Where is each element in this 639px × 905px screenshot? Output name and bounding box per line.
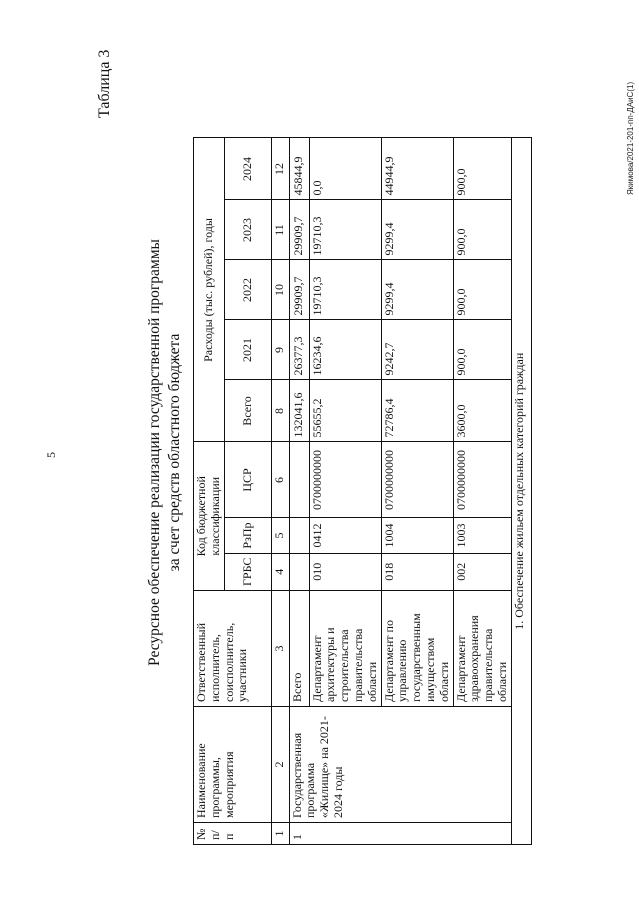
table-title-line-2: за счет средств областного бюджета bbox=[166, 333, 183, 572]
section-title: 1. Обеспечение жильем отдельных категорий граждан bbox=[511, 138, 531, 845]
document-id: Якимова/2021-201-пп-ДАиС(1) bbox=[626, 81, 635, 195]
row-rzpr: 1004 bbox=[381, 518, 453, 553]
col-number: 3 bbox=[271, 591, 289, 707]
header-2022: 2022 bbox=[224, 260, 271, 320]
header-csr: ЦСР bbox=[224, 442, 271, 518]
row-csr: 0700000000 bbox=[309, 442, 381, 518]
header-2024: 2024 bbox=[224, 138, 271, 200]
row-2023: 29909,7 bbox=[289, 200, 309, 260]
row-2024: 0,0 bbox=[309, 138, 381, 200]
col-number: 12 bbox=[271, 138, 289, 200]
row-2022: 9299,4 bbox=[381, 260, 453, 320]
column-number-row bbox=[271, 138, 289, 845]
program-name: Государственная программа «Жилище» на 2021-2024 годы bbox=[289, 707, 511, 823]
row-responsible: Всего bbox=[289, 591, 309, 707]
row-grbs bbox=[289, 553, 309, 590]
row-responsible: Департамент здравоохранения правительства области bbox=[453, 591, 511, 707]
row-rzpr bbox=[289, 518, 309, 553]
row-2021: 9242,7 bbox=[381, 320, 453, 380]
col-number: 6 bbox=[271, 442, 289, 518]
row-2022: 900,0 bbox=[453, 260, 511, 320]
col-number: 9 bbox=[271, 320, 289, 380]
row-2024: 900,0 bbox=[453, 138, 511, 200]
row-total: 3600,0 bbox=[453, 380, 511, 442]
row-total: 72786,4 bbox=[381, 380, 453, 442]
header-grbs: ГРБС bbox=[224, 553, 271, 590]
table-label: Таблица 3 bbox=[96, 49, 113, 118]
row-total: 55655,2 bbox=[309, 380, 381, 442]
col-number: 1 bbox=[271, 823, 289, 845]
row-responsible: Департамент по управлению государственным имуществом области bbox=[381, 591, 453, 707]
row-csr bbox=[289, 442, 309, 518]
col-number: 5 bbox=[271, 518, 289, 553]
program-number: 1 bbox=[289, 823, 511, 845]
col-number: 2 bbox=[271, 707, 289, 823]
header-2021: 2021 bbox=[224, 320, 271, 380]
row-grbs: 010 bbox=[309, 553, 381, 590]
row-2021: 16234,6 bbox=[309, 320, 381, 380]
row-grbs: 018 bbox=[381, 553, 453, 590]
row-2021: 900,0 bbox=[453, 320, 511, 380]
header-row-1 bbox=[194, 138, 225, 845]
row-2022: 19710,3 bbox=[309, 260, 381, 320]
col-number: 11 bbox=[271, 200, 289, 260]
table-title-line-1: Ресурсное обеспечение реализации государственной программы bbox=[146, 239, 163, 666]
row-2022: 29909,7 bbox=[289, 260, 309, 320]
row-2023: 9299,4 bbox=[381, 200, 453, 260]
row-csr: 0700000000 bbox=[453, 442, 511, 518]
row-grbs: 002 bbox=[453, 553, 511, 590]
row-rzpr: 1003 bbox=[453, 518, 511, 553]
col-number: 4 bbox=[271, 553, 289, 590]
header-responsible: Ответственный исполнитель, соисполнитель, участники bbox=[194, 591, 272, 707]
row-2023: 900,0 bbox=[453, 200, 511, 260]
row-2021: 26377,3 bbox=[289, 320, 309, 380]
table-row bbox=[289, 138, 309, 845]
header-2023: 2023 bbox=[224, 200, 271, 260]
header-rzpr: РзПр bbox=[224, 518, 271, 553]
col-number: 10 bbox=[271, 260, 289, 320]
row-2023: 19710,3 bbox=[309, 200, 381, 260]
header-expenses: Расходы (тыс. рублей), годы bbox=[194, 138, 225, 442]
row-responsible: Департамент архитектуры и строительства правительства области bbox=[309, 591, 381, 707]
resource-table bbox=[193, 137, 532, 845]
row-2024: 45844,9 bbox=[289, 138, 309, 200]
row-csr: 0700000000 bbox=[381, 442, 453, 518]
section-row bbox=[511, 138, 531, 845]
header-num: № п/п bbox=[194, 823, 272, 845]
col-number: 8 bbox=[271, 380, 289, 442]
page-number: 5 bbox=[44, 452, 58, 458]
header-name: Наименование программы, мероприятия bbox=[194, 707, 272, 823]
row-2024: 44944,9 bbox=[381, 138, 453, 200]
header-budget-code: Код бюджетной классификации bbox=[194, 442, 225, 591]
row-total: 132041,6 bbox=[289, 380, 309, 442]
row-rzpr: 0412 bbox=[309, 518, 381, 553]
header-total: Всего bbox=[224, 380, 271, 442]
